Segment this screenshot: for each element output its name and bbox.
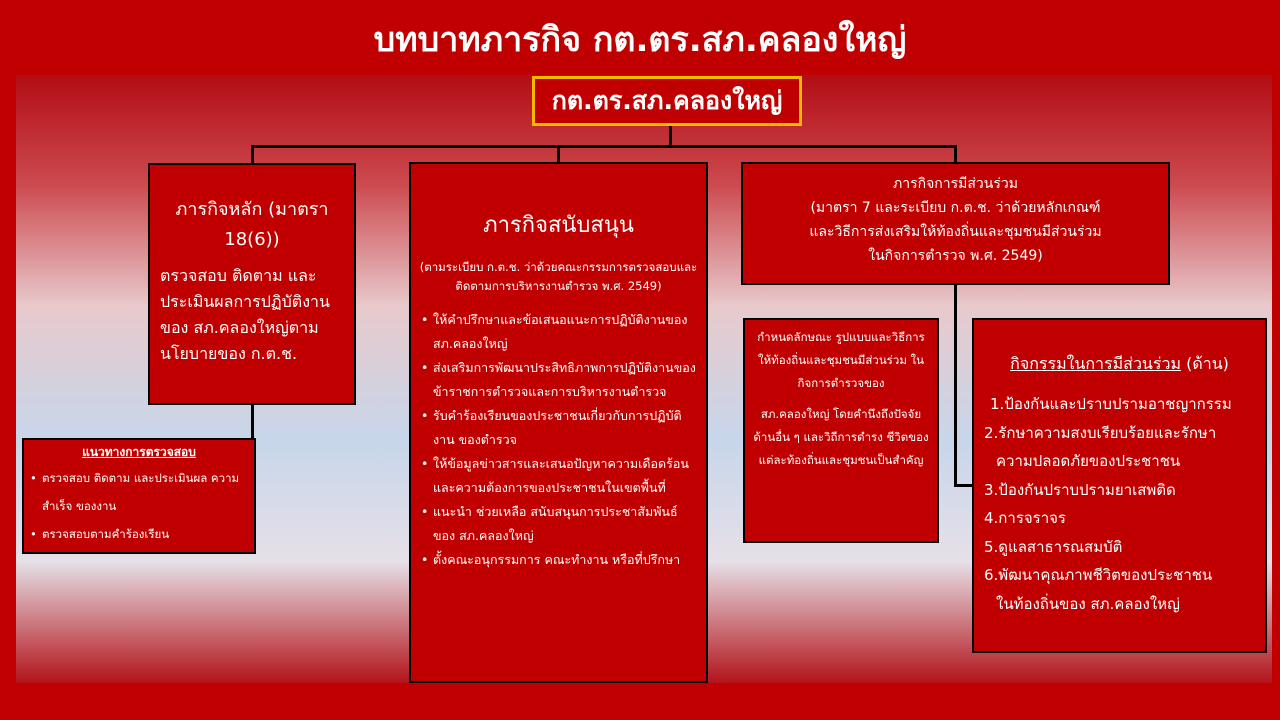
participation-mission-line: (มาตรา 7 และระเบียบ ก.ต.ช. ว่าด้วยหลักเกณฑ์ xyxy=(810,200,1101,216)
activities-box xyxy=(972,318,1267,653)
participation-mission-heading: ภารกิจการมีส่วนร่วม xyxy=(893,176,1018,192)
participation-mission-line: และวิธีการส่งเสริมให้ท้องถิ่นและชุมชนมีส่วนร่วม xyxy=(809,224,1102,240)
main-mission-box xyxy=(148,163,356,405)
main-mission-body: ตรวจสอบ ติดตาม และประเมินผลการปฏิบัติงานของ สภ.คลองใหญ่ตามนโยบายของ ก.ต.ช. xyxy=(160,266,330,363)
support-mission-subtitle: (ตามระเบียบ ก.ต.ช. ว่าด้วยคณะกรรมการตรวจสอบและติดตามการบริหารงานตำรวจ พ.ศ. 2549) xyxy=(419,260,698,293)
activity-item: 2.รักษาความสงบเรียบร้อยและรักษา xyxy=(984,423,1217,442)
participation-form-text: กำหนดลักษณะ รูปแบบและวิธีการให้ท้องถิ่นและชุมชนมีส่วนร่วม ในกิจการตำรวจของ xyxy=(757,330,925,390)
root-node: กต.ตร.สภ.คลองใหญ่ xyxy=(532,76,802,126)
activity-item: ในท้องถิ่นของ สภ.คลองใหญ่ xyxy=(996,594,1180,613)
connector-to-main xyxy=(251,145,254,165)
activities-heading-row xyxy=(984,352,1255,376)
activities-heading-suffix: (ด้าน) xyxy=(1186,354,1229,373)
inspection-guide-item: • ตรวจสอบ ติดตาม และประเมินผล ความสำเร็จ ของงาน xyxy=(30,464,248,520)
support-mission-item: • รับคำร้องเรียนของประชาชนเกี่ยวกับการปฏิบัติงาน ของตำรวจ xyxy=(421,404,698,452)
activity-item: 4.การจราจร xyxy=(984,509,1066,527)
activity-item: 3.ป้องกันปราบปรามยาเสพติด xyxy=(984,480,1176,499)
activity-item: 5.ดูแลสาธารณสมบัติ xyxy=(984,537,1123,556)
participation-mission-box xyxy=(741,162,1170,285)
connector-horizontal-top xyxy=(251,145,956,148)
connector-to-activities xyxy=(954,484,974,487)
activity-item: 6.พัฒนาคุณภาพชีวิตของประชาชน xyxy=(984,566,1213,584)
inspection-guide-box xyxy=(22,438,256,554)
activity-item: ความปลอดภัยของประชาชน xyxy=(996,452,1181,470)
participation-form-box xyxy=(743,318,939,543)
support-mission-item: • ส่งเสริมการพัฒนาประสิทธิภาพการปฏิบัติงานของข้าราชการตำรวจและการบริหารงานตำรวจ xyxy=(421,356,698,404)
participation-mission-line: ในกิจการตำรวจ พ.ศ. 2549) xyxy=(868,248,1043,264)
support-mission-item: • ให้ข้อมูลข่าวสารและเสนอปัญหาความเดือดร้อนและความต้องการของประชาชนในเขตพื้นที่ xyxy=(421,452,698,500)
support-mission-box xyxy=(409,162,708,683)
support-mission-item: • แนะนำ ช่วยเหลือ สนับสนุนการประชาสัมพันธ์ของ สภ.คลองใหญ่ xyxy=(421,500,698,548)
activities-heading: กิจกรรมในการมีส่วนร่วม xyxy=(1010,354,1181,373)
connector-root-down xyxy=(669,126,672,147)
support-mission-item: • ให้คำปรึกษาและข้อเสนอแนะการปฏิบัติงานของ สภ.คลองใหญ่ xyxy=(421,308,698,356)
page-title: บทบาทภารกิจ กต.ตร.สภ.คลองใหญ่ xyxy=(373,20,907,60)
support-mission-heading: ภารกิจสนับสนุน xyxy=(483,213,634,238)
participation-form-text: สภ.คลองใหญ่ โดยคำนึงถึงปัจจัยด้านอื่น ๆ และวิถีการดำรง ชีวิตของแต่ละท้องถิ่นและชุมชนเป็นสำคัญ xyxy=(753,407,929,467)
main-mission-heading: ภารกิจหลัก (มาตรา 18(6)) xyxy=(175,199,329,250)
connector-participation-down xyxy=(954,284,957,486)
activity-item: 1.ป้องกันและปราบปรามอาชญากรรม xyxy=(990,395,1232,413)
support-mission-item: • ตั้งคณะอนุกรรมการ คณะทำงาน หรือที่ปรึกษา xyxy=(421,548,698,572)
inspection-guide-heading: แนวทางการตรวจสอบ xyxy=(82,445,196,459)
inspection-guide-item: • ตรวจสอบตามคำร้องเรียน xyxy=(30,520,248,548)
